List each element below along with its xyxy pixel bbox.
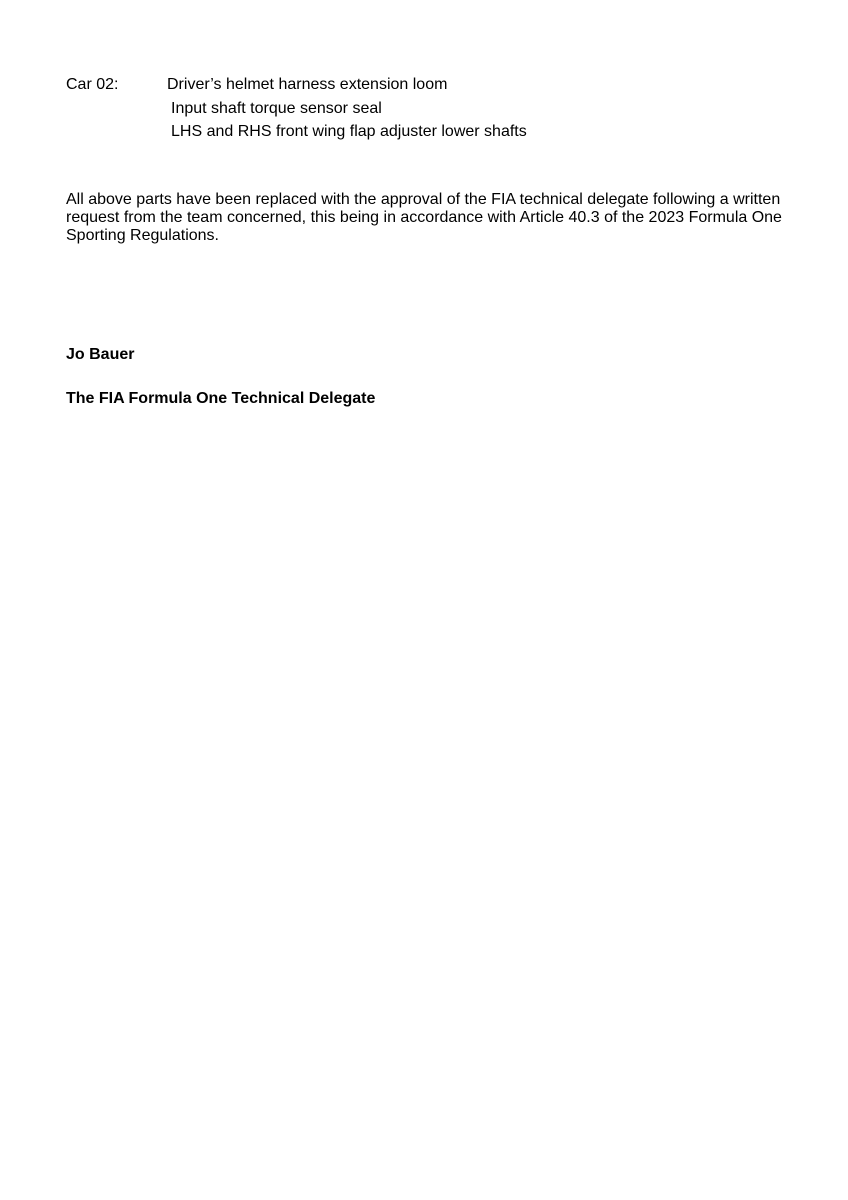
signatory-name: Jo Bauer [66,346,135,363]
part-item: Driver’s helmet harness extension loom [167,76,448,93]
parts-list [167,73,527,144]
part-item: LHS and RHS front wing flap adjuster lower shafts [171,123,527,140]
part-item: Input shaft torque sensor seal [171,99,382,117]
approval-statement: All above parts have been replaced with the approval of the FIA technical delegate following a written request from the team concerned, this being in accordance with Article 40.3 of the 2023 Formula One Sporting Regulations. [66,191,782,244]
car-label: Car 02: [66,76,119,93]
signatory-title: The FIA Formula One Technical Delegate [66,390,376,407]
